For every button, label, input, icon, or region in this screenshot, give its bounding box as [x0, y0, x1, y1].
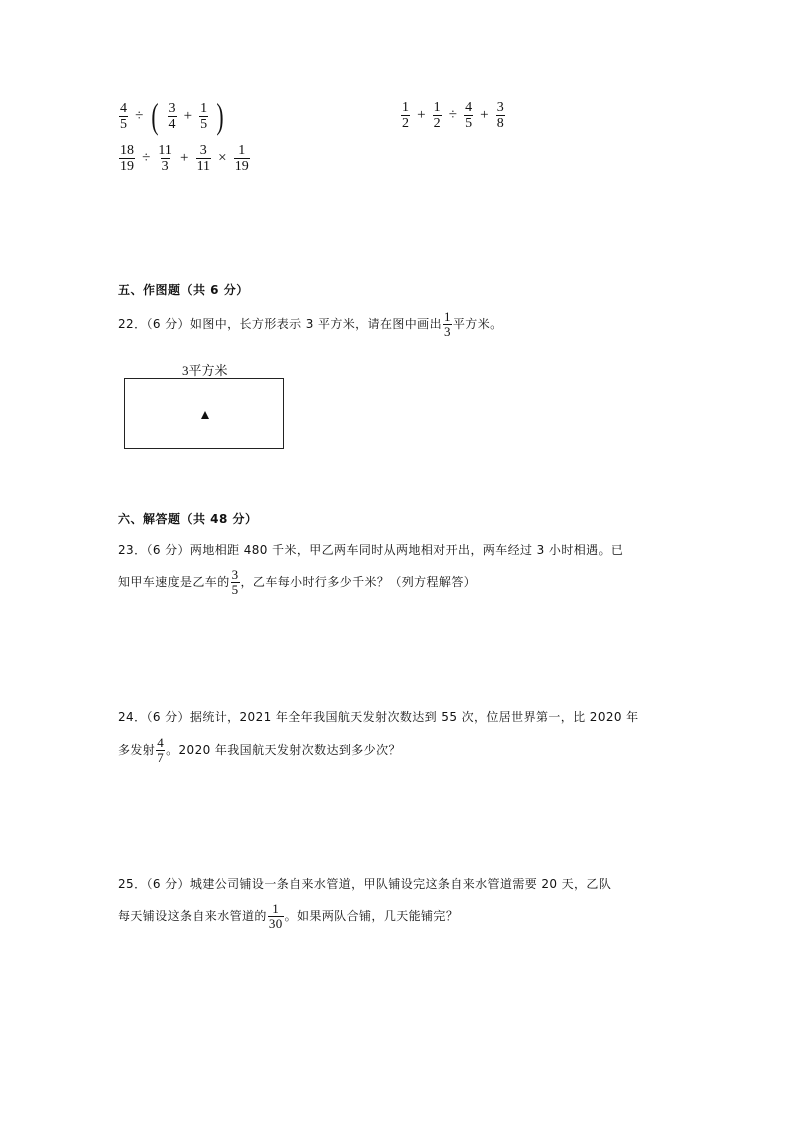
fraction: $\frac{3}{8}$ — [496, 100, 504, 131]
question-24-text: 多发射 — [118, 743, 156, 757]
operator: + — [180, 150, 189, 166]
fraction: $\frac{18}{19}$ — [120, 143, 134, 174]
question-24-suffix: 。2020 年我国航天发射次数达到多少次？ — [166, 743, 401, 757]
fraction: $\frac{1}{3}$ — [443, 309, 451, 339]
section-6-heading: 六、解答题（共 48 分） — [118, 512, 258, 526]
fraction: $\frac{3}{11}$ — [196, 143, 211, 174]
left-paren: ( — [151, 96, 160, 136]
operator: × — [218, 150, 227, 166]
fraction: $\frac{3}{4}$ — [168, 100, 176, 132]
question-23-line-1: 23．（6 分）两地相距 480 千米，甲乙两车同时从两地相对开出，两车经过 3 小时相遇。已 — [118, 543, 624, 557]
question-24-line-1: 24．（6 分）据统计，2021 年全年我国航天发射次数达到 55 次，位居世界第一，比 2020 年 — [118, 710, 639, 724]
question-25-line-1: 25．（6 分）城建公司铺设一条自来水管道，甲队铺设完这条自来水管道需要 20 天，乙队 — [118, 877, 612, 891]
section-5-heading: 五、作图题（共 6 分） — [118, 283, 249, 297]
question-25-line-2 — [118, 902, 458, 931]
fraction: $\frac{1}{30}$ — [268, 901, 283, 931]
rectangle-label: 3平方米 — [182, 363, 228, 378]
expression-1 — [118, 98, 226, 134]
operator: + — [417, 107, 426, 123]
operator: ÷ — [448, 107, 457, 123]
operator: + — [183, 107, 193, 124]
question-22 — [118, 310, 503, 339]
fraction: $\frac{3}{5}$ — [231, 567, 239, 597]
fraction: $\frac{11}{3}$ — [158, 143, 172, 174]
question-24-line-2 — [118, 736, 401, 765]
operator: ÷ — [135, 107, 144, 124]
fraction: $\frac{1}{2}$ — [433, 100, 441, 131]
fraction: $\frac{4}{5}$ — [465, 100, 473, 131]
question-22-suffix: 平方米。 — [452, 317, 503, 331]
triangle-marker-icon — [201, 411, 209, 419]
question-23-suffix: ，乙车每小时行多少千米？（列方程解答） — [240, 575, 477, 589]
question-25-suffix: 。如果两队合铺，几天能铺完？ — [284, 909, 459, 923]
fraction: $\frac{1}{2}$ — [402, 100, 409, 131]
fraction: $\frac{1}{19}$ — [234, 143, 249, 174]
right-paren: ) — [216, 96, 224, 136]
question-22-text: 22．（6 分）如图中，长方形表示 3 平方米，请在图中画出 — [118, 317, 442, 331]
fraction: $\frac{4}{5}$ — [120, 100, 127, 132]
expression-3 — [118, 143, 251, 174]
fraction: $\frac{1}{5}$ — [200, 100, 208, 132]
question-23-text: 知甲车速度是乙车的 — [118, 575, 230, 589]
operator: + — [480, 107, 489, 123]
question-23-line-2 — [118, 568, 476, 597]
fraction: $\frac{4}{7}$ — [157, 735, 165, 765]
operator: ÷ — [142, 150, 151, 166]
question-25-text: 每天铺设这条自来水管道的 — [118, 909, 267, 923]
expression-2 — [400, 100, 506, 131]
